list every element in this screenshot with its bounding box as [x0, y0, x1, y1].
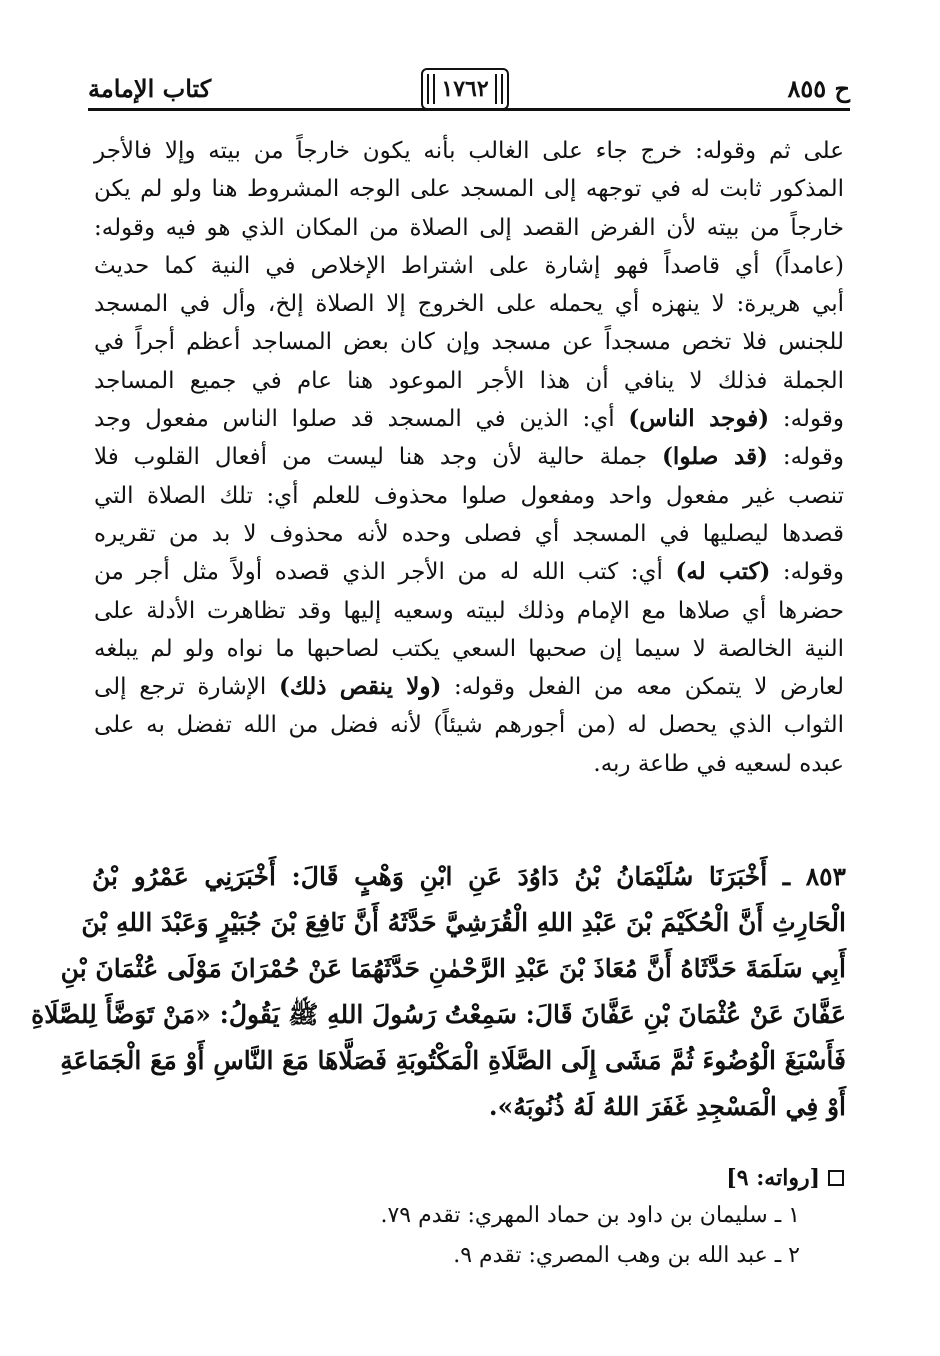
hadith-line: أَبِي سَلَمَةَ حَدَّثَاهُ أَنَّ مُعَاذَ بْنَ عَبْدِ الرَّحْمٰنِ حَدَّثَهُمَا عَنْ حُمْرَانَ مَوْلَى عُثْمَانَ بْنِ: [60, 954, 846, 983]
hadith-line: ٨٥٣ ـ أَخْبَرَنَا سُلَيْمَانُ بْنُ دَاوُدَ عَنِ ابْنِ وَهْبٍ قَالَ: أَخْبَرَنِي عَمْرُو بْنُ: [92, 862, 846, 891]
commentary-line: للجنس فلا تخص مسجداً عن مسجد وإن كان بعض المساجد أعظم أجراً في: [94, 329, 844, 356]
commentary-line: تنصب غير مفعول واحد ومفعول صلوا محذوف للعلم أي: تلك الصلاة التي: [94, 482, 844, 509]
quoted-term: (قد صلوا): [662, 443, 768, 471]
header-rule: [88, 108, 850, 111]
commentary-line: الجملة فذلك لا ينافي أن هذا الأجر الموعود هنا عام في جميع المساجد: [94, 367, 844, 394]
narrators-section: [94, 1160, 844, 1276]
commentary-segment: أي: الذين في المسجد قد صلوا الناس مفعول وجد: [94, 406, 629, 433]
commentary-line: [94, 400, 844, 438]
square-bullet-icon: [828, 1170, 844, 1186]
commentary-segment: وقوله:: [767, 444, 844, 471]
hadith-line: عَفَّانَ عَنْ عُثْمَانَ بْنِ عَفَّانَ قَالَ: سَمِعْتُ رَسُولَ اللهِ ﷺ يَقُولُ: «مَنْ تَوَضَّأَ لِلصَّلَاةِ: [31, 1000, 846, 1029]
commentary-line: خارجاً من بيته لأن الفرض القصد إلى الصلاة من المكان الذي هو فيه وقوله:: [94, 214, 844, 241]
commentary-line: المذكور ثابت له في توجهه إلى المسجد على الوجه المشروط هنا ولو لم يكن: [94, 176, 844, 203]
hadith-number-header: ح ٨٥٥: [787, 74, 850, 103]
commentary-line: [94, 438, 844, 476]
commentary-line: [94, 553, 844, 591]
commentary-line: الثواب الذي يحصل له (من أجورهم شيئاً) لأنه فضل من الله تفضل به على: [94, 712, 844, 739]
commentary-segment: وقوله:: [770, 559, 844, 586]
commentary-segment: لعارض لا يتمكن معه من الفعل وقوله:: [441, 674, 845, 701]
quoted-term: (فوجد الناس): [628, 405, 770, 433]
commentary-line: عبده لسعيه في طاعة ربه.: [593, 750, 844, 777]
book-title: كتاب الإمامة: [88, 74, 212, 103]
hadith-line: أَوْ فِي الْمَسْجِدِ غَفَرَ اللهُ لَهُ ذُنُوبَهُ».: [488, 1092, 846, 1121]
narrators-title: [رواته: ٩]: [726, 1165, 820, 1191]
quoted-term: (ولا ينقص ذلك): [278, 673, 442, 701]
commentary-segment: وقوله:: [769, 406, 844, 433]
commentary-line: حضرها أي صلاها مع الإمام وذلك لبيته وسعيه إليها وقد تظاهرت الأدلة على: [94, 597, 844, 624]
commentary-line: قصدها ليصليها في المسجد أي فصلى وحده لأنه محذوف لا بد من تقريره: [94, 520, 844, 547]
commentary-line: على ثم وقوله: خرج جاء على الغالب بأنه يكون خارجاً من بيته وإلا فالأجر: [94, 138, 844, 164]
page-number: ١٧٦٢: [421, 68, 509, 110]
hadith-text: [31, 854, 846, 1130]
hadith-line: فَأَسْبَغَ الْوُضُوءَ ثُمَّ مَشَى إِلَى الصَّلَاةِ الْمَكْتُوبَةِ فَصَلَّاهَا مَعَ النَّاسِ أَوْ مَعَ الْجَمَاعَةِ: [60, 1046, 846, 1075]
commentary-line: (عامداً) أي قاصداً فهو إشارة على اشتراط الإخلاص في النية كما حديث: [94, 252, 844, 279]
commentary-line: أبي هريرة: لا ينهزه أي يحمله على الخروج إلا الصلاة إلخ، وأل في المسجد: [94, 291, 844, 318]
narrator-item: ٢ ـ عبد الله بن وهب المصري: تقدم ٩.: [453, 1243, 800, 1268]
commentary-line: النية الخالصة لا سيما إن صحبها السعي يكتب لصاحبها ما نواه ولو لم يبلغه: [94, 635, 844, 662]
commentary-line: [94, 668, 844, 706]
hadith-line: الْحَارِثِ أَنَّ الْحُكَيْمَ بْنَ عَبْدِ اللهِ الْقُرَشِيَّ حَدَّثَهُ أَنَّ نَافِعَ بْنَ جُبَيْرٍ وَعَبْدَ اللهِ بْنَ: [81, 908, 846, 937]
commentary-segment: جملة حالية لأن وجد هنا ليست من أفعال القلوب فلا: [94, 444, 663, 471]
commentary-segment: الإشارة ترجع إلى: [94, 674, 279, 701]
page-header: [88, 68, 850, 112]
commentary-segment: أي: كتب الله له من الأجر الذي قصده أولاً مثل أجر من: [94, 559, 676, 586]
commentary-text: [94, 132, 844, 783]
narrators-heading: [94, 1160, 844, 1196]
quoted-term: (كتب له): [675, 558, 771, 586]
narrator-item: ١ ـ سليمان بن داود بن حماد المهري: تقدم ٧٩.: [380, 1203, 800, 1228]
